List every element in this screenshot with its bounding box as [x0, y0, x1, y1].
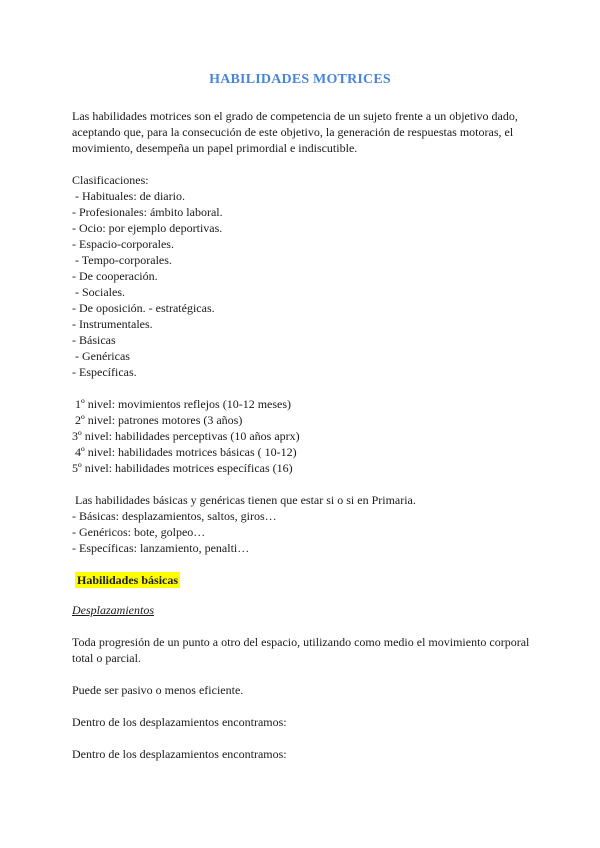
primaria-heading: Las habilidades básicas y genéricas tienen que estar si o si en Primaria.: [72, 493, 416, 507]
list-item: - De oposición. - estratégicas.: [72, 301, 215, 315]
list-item: - Ocio: por ejemplo deportivas.: [72, 221, 223, 235]
level-item: 2º nivel: patrones motores (3 años): [72, 413, 243, 427]
document-title: HABILIDADES MOTRICES: [209, 72, 391, 87]
list-item: - Específicas: lanzamiento, penalti…: [72, 541, 250, 555]
classifications-heading: Clasificaciones:: [72, 173, 149, 187]
list-item: - Genéricos: bote, golpeo…: [72, 525, 206, 539]
document-body: [72, 108, 532, 762]
note-paragraph: Puede ser pasivo o menos eficiente.: [72, 683, 244, 697]
definition-paragraph: Toda progresión de un punto a otro del espacio, utilizando como medio el movimiento corporal total o parcial.: [72, 635, 530, 665]
level-item: 4º nivel: habilidades motrices básicas ( 10-12): [72, 445, 297, 459]
list-item: - Habituales: de diario.: [72, 189, 185, 203]
list-item: - Específicas.: [72, 365, 137, 379]
list-item: - Genéricas: [72, 349, 130, 363]
level-item: 3º nivel: habilidades perceptivas (10 años aprx): [72, 429, 300, 443]
list-item: - Básicas: desplazamientos, saltos, giros…: [72, 509, 277, 523]
list-item: - Instrumentales.: [72, 317, 153, 331]
level-item: 1º nivel: movimientos reflejos (10-12 meses): [72, 397, 292, 411]
subsection-heading: Desplazamientos: [72, 603, 154, 617]
intro-paragraph: Las habilidades motrices son el grado de competencia de un sujeto frente a un objetivo dado, aceptando que, para la consecución de este objetivo, la generación de respuestas motoras, el movimiento, desempeña un papel primordial e indiscutible.: [72, 109, 518, 155]
list-item: - Profesionales: ámbito laboral.: [72, 205, 223, 219]
list-item: - De cooperación.: [72, 269, 158, 283]
primaria-list: [72, 508, 532, 556]
levels-list: [72, 396, 532, 476]
classifications-list: [72, 188, 532, 380]
level-item: 5º nivel: habilidades motrices específicas (16): [72, 461, 293, 475]
within-paragraph-1: Dentro de los desplazamientos encontramos:: [72, 715, 287, 729]
list-item: - Tempo-corporales.: [72, 253, 172, 267]
section-heading-highlighted: Habilidades básicas: [77, 573, 179, 587]
list-item: - Básicas: [72, 333, 116, 347]
list-item: - Espacio-corporales.: [72, 237, 174, 251]
within-paragraph-2: Dentro de los desplazamientos encontramos:: [72, 747, 287, 761]
list-item: - Sociales.: [72, 285, 125, 299]
